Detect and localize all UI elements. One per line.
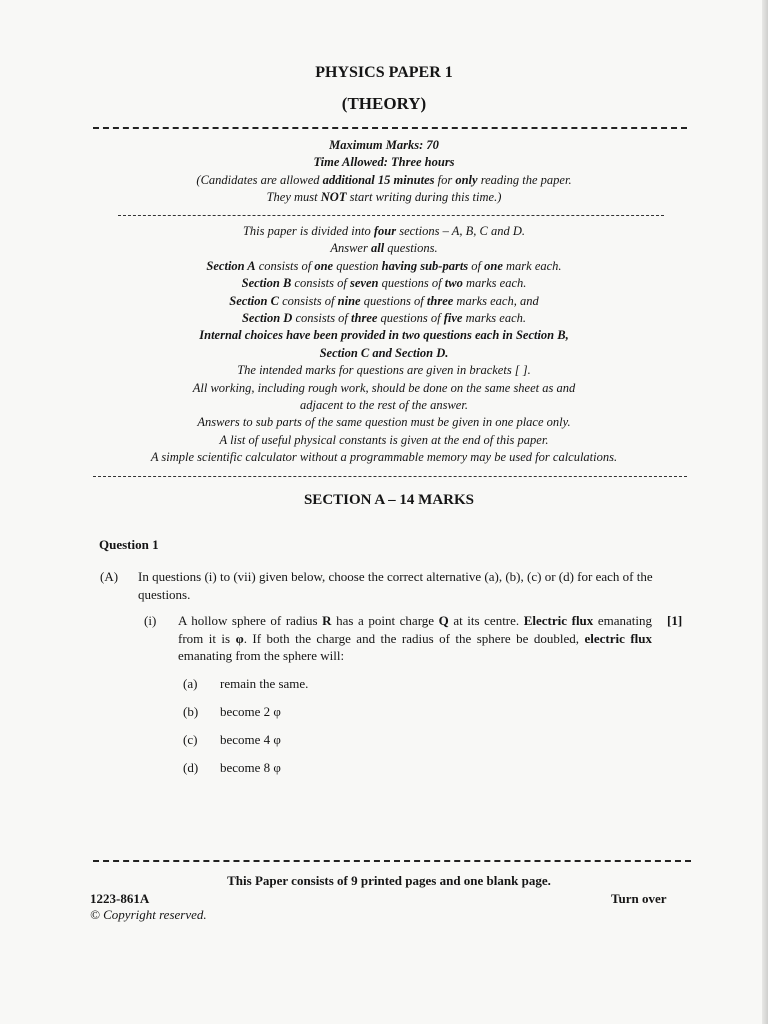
- time-allowed: Time Allowed: Three hours: [313, 155, 455, 170]
- instruction-constants: A list of useful physical constants is given at the end of this paper.: [219, 432, 549, 447]
- marks-badge: [1]: [667, 613, 683, 628]
- instruction-section-a: Section A consists of one question having sub-parts of one mark each.: [206, 258, 562, 273]
- option-label: (b): [183, 704, 199, 719]
- option-text: remain the same.: [220, 676, 309, 691]
- instruction-section-b: Section B consists of seven questions of two marks each.: [241, 276, 527, 291]
- max-marks: Maximum Marks: 70: [329, 138, 439, 152]
- question-heading: Question 1: [99, 537, 159, 552]
- option-text: become 4 φ: [220, 732, 281, 747]
- instruction-section-c: Section C consists of nine questions of three marks each, and: [229, 293, 539, 308]
- divider: [93, 860, 691, 862]
- copyright-notice: © Copyright reserved.: [90, 907, 207, 922]
- option-label: (d): [183, 760, 199, 775]
- instruction-calculator: A simple scientific calculator without a programmable memory may be used for calculations.: [150, 450, 618, 465]
- instruction-brackets: The intended marks for questions are given in brackets [ ].: [237, 363, 531, 378]
- instruction-choices: Section C and Section D.: [319, 345, 449, 360]
- paper-subtitle: (THEORY): [341, 94, 427, 113]
- instruction-subparts: Answers to sub parts of the same question must be given in one place only.: [197, 415, 571, 430]
- divider: [93, 127, 687, 129]
- option-label: (a): [183, 676, 198, 691]
- divider: [118, 215, 664, 216]
- part-instructions: In questions (i) to (vii) given below, choose the correct alternative (a), (b), (c) or (d) for each of the questions.: [138, 569, 653, 602]
- instruction-line: Answer all questions.: [330, 241, 438, 256]
- instruction-line: This paper is divided into four sections – A, B, C and D.: [242, 224, 526, 238]
- subquestion-text: A hollow sphere of radius R has a point charge Q at its centre. Electric flux emanating from it is φ. If both the charge and the radius of the sphere be doubled, electric flux emanating from the sphere will:: [178, 613, 653, 663]
- divider: [93, 476, 687, 477]
- instruction-choices: Internal choices have been provided in two questions each in Section B,: [199, 328, 569, 343]
- option-label: (c): [183, 732, 198, 747]
- part-label: (A): [100, 569, 119, 584]
- paper-title: PHYSICS PAPER 1: [315, 64, 453, 81]
- paper-code: 1223-861A: [90, 891, 150, 906]
- page-edge: [762, 0, 768, 1024]
- option-text: become 8 φ: [220, 760, 281, 775]
- page-count-note: This Paper consists of 9 printed pages and one blank page.: [227, 873, 551, 888]
- no-writing-note: They must NOT start writing during this time.): [266, 190, 502, 205]
- exam-info: [0, 137, 768, 207]
- turn-over-label: Turn over: [611, 891, 667, 906]
- instruction-working: All working, including rough work, should be done on the same sheet as and: [192, 380, 576, 395]
- section-title: SECTION A – 14 MARKS: [303, 492, 475, 508]
- instruction-section-d: Section D consists of three questions of five marks each.: [241, 311, 527, 326]
- reading-time-note: (Candidates are allowed additional 15 minutes for only reading the paper.: [196, 172, 572, 187]
- subquestion-label: (i): [144, 613, 157, 628]
- option-text: become 2 φ: [220, 704, 281, 719]
- instructions: [0, 223, 768, 467]
- instruction-working: adjacent to the rest of the answer.: [300, 398, 468, 413]
